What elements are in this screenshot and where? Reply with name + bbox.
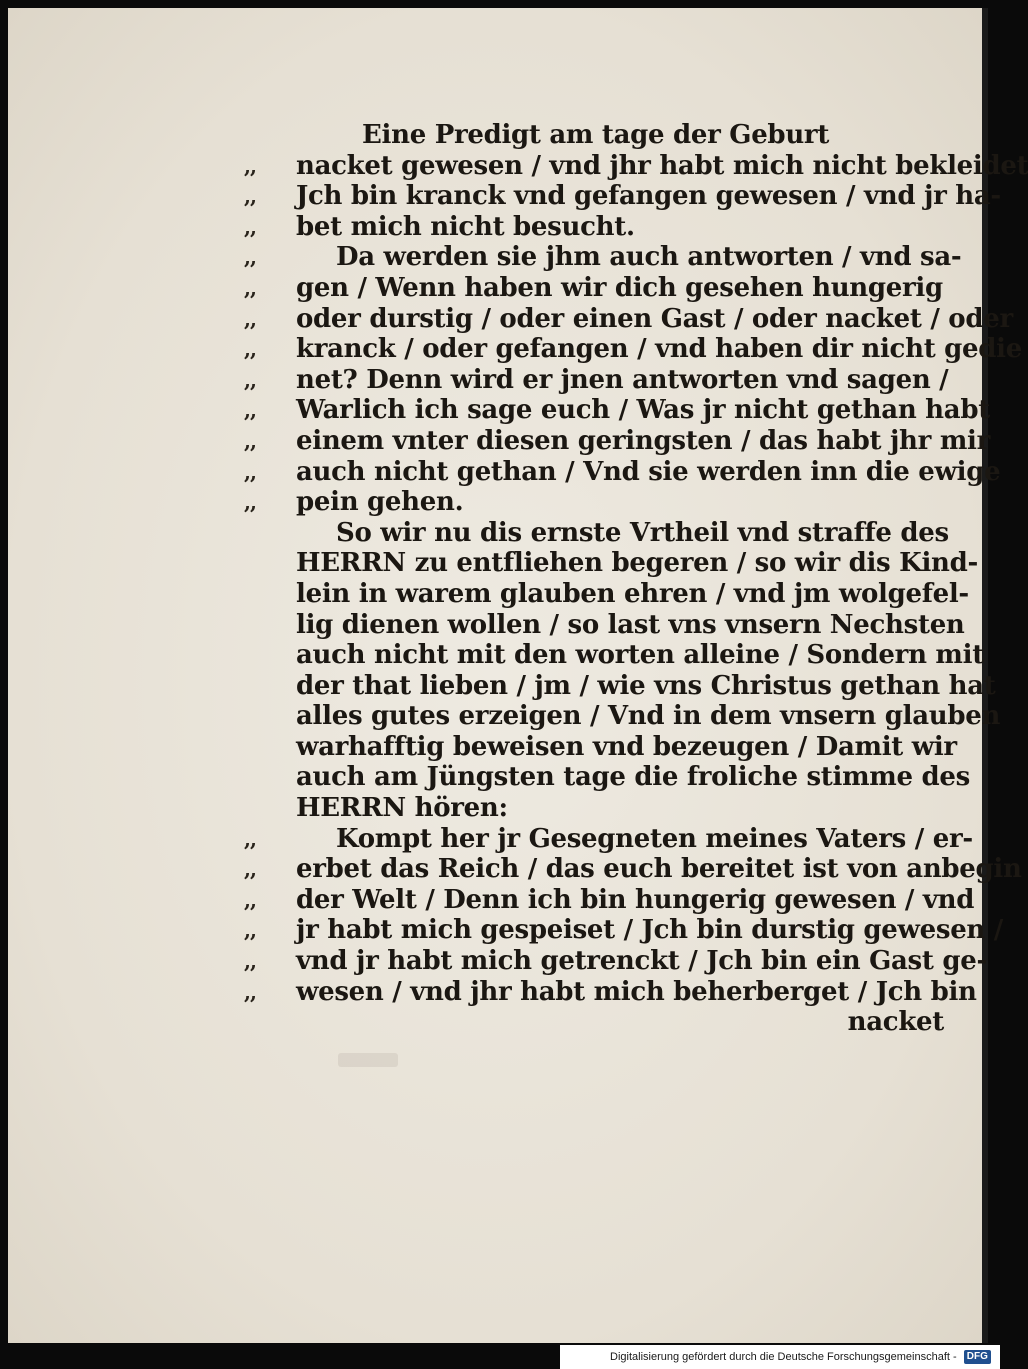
- text-line: [244, 946, 987, 977]
- quotation-marks: ,,: [244, 275, 256, 300]
- line-text: net? Denn wird er jnen antworten vnd sagen /: [296, 364, 949, 395]
- text-line: [244, 548, 978, 579]
- line-text: auch am Jüngsten tage die froliche stimme des: [296, 762, 970, 793]
- running-head: [244, 120, 944, 151]
- line-text: bet mich nicht besucht.: [296, 211, 635, 242]
- text-line: [244, 303, 1013, 335]
- quotation-marks: ,,: [244, 459, 256, 484]
- quotation-marks: ,,: [244, 949, 256, 974]
- text-line: [244, 334, 1022, 365]
- quotation-marks: ,,: [244, 918, 256, 943]
- text-line: [244, 364, 949, 396]
- text-line: [244, 762, 970, 793]
- quotation-marks: ,,: [244, 887, 256, 912]
- line-text: gen / Wenn haben wir dich gesehen hungerig: [296, 272, 943, 303]
- line-text: wesen / vnd jhr habt mich beherberget / Jch bin: [296, 976, 977, 1007]
- line-text: kranck / oder gefangen / vnd haben dir nicht gedie: [296, 334, 1022, 365]
- text-line: [244, 915, 1003, 946]
- line-text: warhafftig beweisen vnd bezeugen / Damit wir: [296, 731, 957, 762]
- line-text: jr habt mich gespeiset / Jch bin durstig gewesen /: [296, 915, 1003, 946]
- quotation-marks: ,,: [244, 826, 256, 851]
- text-line: [244, 242, 962, 273]
- text-line: [244, 823, 973, 855]
- quotation-marks: ,,: [244, 337, 256, 362]
- line-text: lig dienen wollen / so last vns vnsern Nechsten: [296, 609, 965, 640]
- quotation-marks: ,,: [244, 184, 256, 209]
- line-text: So wir nu dis ernste Vrtheil vnd straffe des: [336, 517, 949, 548]
- line-text: vnd jr habt mich getrenckt / Jch bin ein Gast ge-: [296, 946, 987, 977]
- text-line: [244, 150, 1028, 182]
- text-line: [244, 609, 965, 641]
- line-text: alles gutes erzeigen / Vnd in dem vnsern glauben: [296, 701, 1001, 732]
- line-text: einem vnter diesen geringsten / das habt jhr mir: [296, 425, 990, 456]
- quotation-marks: ,,: [244, 857, 256, 882]
- text-line: [244, 273, 944, 304]
- dfg-logo-icon: DFG: [964, 1350, 991, 1364]
- text-line: [244, 395, 990, 426]
- text-line: [244, 181, 1001, 212]
- text-line: [244, 731, 957, 763]
- quotation-marks: ,,: [244, 306, 256, 331]
- text-line: [244, 976, 977, 1008]
- text-line: [244, 212, 944, 243]
- faint-ink-mark: [338, 1053, 398, 1067]
- running-head-text: Eine Predigt am tage der Geburt: [362, 120, 830, 150]
- catchword-line: [244, 1007, 944, 1038]
- line-text: Da werden sie jhm auch antworten / vnd sa-: [336, 242, 962, 273]
- line-text: HERRN zu entfliehen begeren / so wir dis Kind-: [296, 548, 978, 579]
- text-line: [244, 884, 975, 916]
- line-text: oder durstig / oder einen Gast / oder nacket / oder: [296, 303, 1013, 334]
- scanned-page: [8, 8, 1028, 1343]
- digitization-footer: [560, 1345, 1000, 1369]
- quotation-marks: ,,: [244, 245, 256, 270]
- quotation-marks: ,,: [244, 367, 256, 392]
- quotation-marks: ,,: [244, 490, 256, 515]
- text-line: [244, 578, 969, 610]
- quotation-marks: ,,: [244, 153, 256, 178]
- line-text: auch nicht gethan / Vnd sie werden inn die ewige: [296, 456, 1001, 487]
- quotation-marks: ,,: [244, 214, 256, 239]
- catchword: nacket: [847, 1007, 944, 1038]
- text-line: [244, 425, 990, 457]
- line-text: erbet das Reich / das euch bereitet ist von anbegin: [296, 854, 1022, 885]
- line-text: der Welt / Denn ich bin hungerig gewesen / vnd: [296, 884, 975, 915]
- text-line: [244, 487, 944, 518]
- line-text: auch nicht mit den worten alleine / Sondern mit: [296, 640, 984, 671]
- text-line: [244, 854, 1022, 885]
- quotation-marks: ,,: [244, 398, 256, 423]
- body-lines: [244, 150, 1028, 1008]
- text-line: [244, 793, 944, 824]
- quotation-marks: ,,: [244, 428, 256, 453]
- line-text: der that lieben / jm / wie vns Christus gethan hat: [296, 670, 996, 701]
- text-line: [244, 640, 984, 671]
- line-text: Jch bin kranck vnd gefangen gewesen / vnd jr ha-: [296, 181, 1001, 212]
- line-text: Warlich ich sage euch / Was jr nicht gethan habt: [296, 395, 990, 426]
- quotation-marks: ,,: [244, 979, 256, 1004]
- line-text: nacket gewesen / vnd jhr habt mich nicht bekleidet: [296, 150, 1028, 181]
- line-text: HERRN hören:: [296, 793, 508, 824]
- text-line: [244, 670, 996, 702]
- line-text: Kompt her jr Gesegneten meines Vaters / er-: [336, 823, 973, 854]
- text-line: [244, 517, 949, 549]
- line-text: lein in warem glauben ehren / vnd jm wolgefel-: [296, 578, 969, 609]
- line-text: pein gehen.: [296, 487, 464, 518]
- footer-credit: Digitalisierung gefördert durch die Deutsche Forschungsgemeinschaft -: [610, 1351, 957, 1363]
- page-text: [244, 120, 1028, 1038]
- text-line: [244, 456, 1001, 488]
- text-line: [244, 701, 1001, 732]
